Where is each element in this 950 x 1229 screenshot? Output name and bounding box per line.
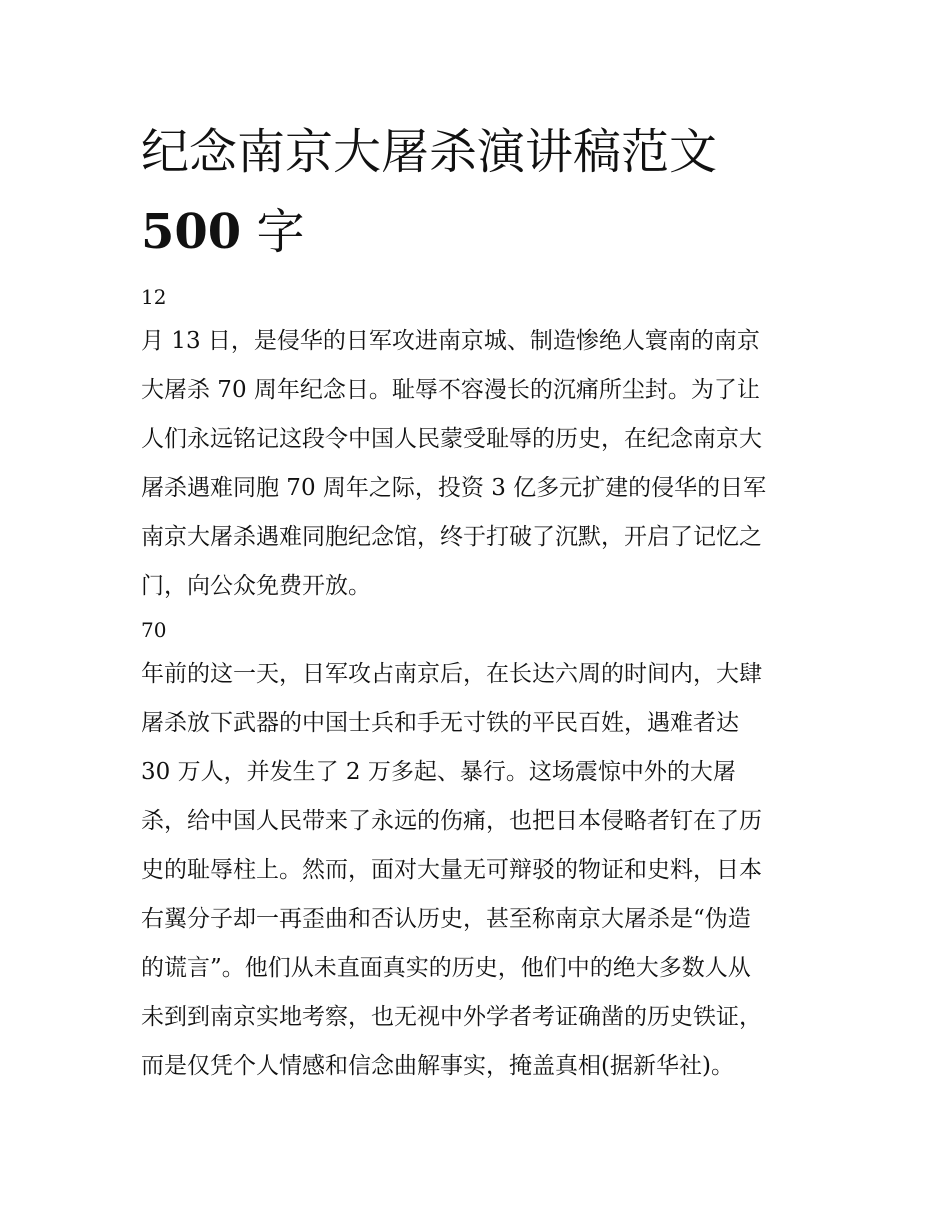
document-body xyxy=(141,278,821,1091)
paragraph-1-line: 人们永远铭记这段令中国人民蒙受耻辱的历史，在纪念南京大 xyxy=(141,426,762,452)
paragraph-2-line: 右翼分子却一再歪曲和否认历史，甚至称南京大屠杀是“伪造 xyxy=(141,906,751,932)
paragraph-1-line: 月 13 日，是侵华的日军攻进南京城、制造惨绝人寰南的南京 xyxy=(141,328,760,354)
paragraph-1-line: 门，向公众免费开放。 xyxy=(141,573,371,599)
paragraph-2-line: 史的耻辱柱上。然而，面对大量无可辩驳的物证和史料，日本 xyxy=(141,857,762,883)
title-suffix: 字 xyxy=(241,204,305,260)
paragraph-2-number: 70 xyxy=(141,618,167,642)
paragraph-2-line: 30 万人，并发生了 2 万多起、暴行。这场震惊中外的大屠 xyxy=(141,759,736,785)
title-number: 500 xyxy=(141,204,242,260)
paragraph-2-line: 屠杀放下武器的中国士兵和手无寸铁的平民百姓，遇难者达 xyxy=(141,710,739,736)
paragraph-1-line: 屠杀遇难同胞 70 周年之际，投资 3 亿多元扩建的侵华的日军 xyxy=(141,475,767,501)
paragraph-1-number: 12 xyxy=(141,285,167,309)
paragraph-2-line: 杀，给中国人民带来了永远的伤痛，也把日本侵略者钉在了历 xyxy=(141,808,762,834)
paragraph-2-line: 年前的这一天，日军攻占南京后，在长达六周的时间内，大肆 xyxy=(141,661,762,687)
paragraph-2-line: 而是仅凭个人情感和信念曲解事实，掩盖真相(据新华社)。 xyxy=(141,1053,734,1079)
document-title xyxy=(141,112,841,272)
paragraph-2-line: 未到到南京实地考察，也无视中外学者考证确凿的历史铁证， xyxy=(141,1004,762,1030)
paragraph-2-line: 的谎言”。他们从未直面真实的历史，他们中的绝大多数人从 xyxy=(141,955,751,981)
paragraph-1-line: 大屠杀 70 周年纪念日。耻辱不容漫长的沉痛所尘封。为了让 xyxy=(141,377,760,403)
title-line-2 xyxy=(141,192,841,272)
title-line-1: 纪念南京大屠杀演讲稿范文 xyxy=(141,124,718,180)
paragraph-1-line: 南京大屠杀遇难同胞纪念馆，终于打破了沉默，开启了记忆之 xyxy=(141,524,762,550)
